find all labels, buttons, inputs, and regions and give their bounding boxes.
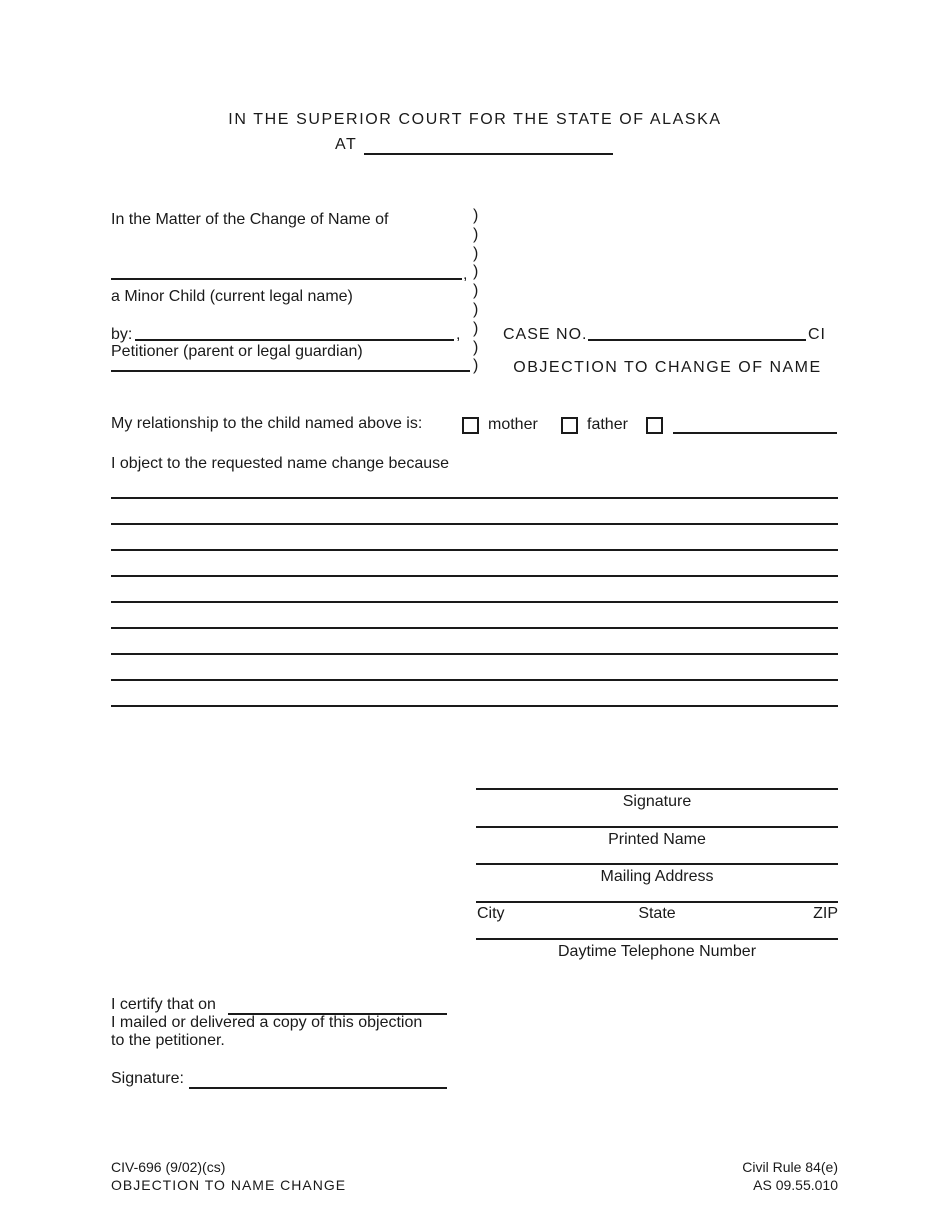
case-no-suffix: CI	[808, 326, 826, 343]
objection-writing-line[interactable]	[111, 497, 838, 499]
paren-glyph: )	[473, 244, 479, 262]
case-no-label: CASE NO.	[503, 326, 588, 343]
other-relationship-field[interactable]	[673, 432, 837, 434]
printed-name-field[interactable]	[476, 826, 838, 828]
footer-rule-reference: Civil Rule 84(e)	[742, 1159, 838, 1175]
footer-form-number: CIV-696 (9/02)(cs)	[111, 1159, 226, 1175]
minor-child-label: a Minor Child (current legal name)	[111, 288, 353, 305]
father-checkbox[interactable]	[561, 417, 578, 434]
phone-label: Daytime Telephone Number	[557, 943, 757, 960]
caption-comma-1: ,	[463, 266, 468, 283]
objection-writing-line[interactable]	[111, 627, 838, 629]
objection-prompt: I object to the requested name change because	[111, 455, 450, 472]
objection-writing-line[interactable]	[111, 601, 838, 603]
objection-writing-line[interactable]	[111, 549, 838, 551]
objection-writing-line[interactable]	[111, 679, 838, 681]
by-label: by:	[111, 326, 133, 343]
zip-label: ZIP	[813, 905, 838, 922]
objection-writing-line[interactable]	[111, 705, 838, 707]
at-label: AT	[335, 136, 358, 153]
phone-field[interactable]	[476, 938, 838, 940]
father-option-label: father	[587, 416, 628, 433]
objection-writing-line[interactable]	[111, 575, 838, 577]
document-title: OBJECTION TO CHANGE OF NAME	[513, 359, 822, 376]
mother-checkbox[interactable]	[462, 417, 479, 434]
paren-glyph: )	[473, 357, 479, 375]
at-location-field[interactable]	[364, 153, 613, 155]
certify-signature-field[interactable]	[189, 1087, 447, 1089]
paren-glyph: )	[473, 319, 479, 337]
state-label: State	[638, 905, 676, 922]
footer-form-title: OBJECTION TO NAME CHANGE	[111, 1177, 347, 1193]
mother-option-label: mother	[488, 416, 538, 433]
footer-statute-reference: AS 09.55.010	[753, 1177, 838, 1193]
city-label: City	[477, 905, 505, 922]
certify-signature-label: Signature:	[111, 1070, 184, 1087]
objection-writing-line[interactable]	[111, 523, 838, 525]
paren-glyph: )	[473, 263, 479, 281]
printed-name-label: Printed Name	[608, 831, 706, 848]
paren-glyph: )	[473, 225, 479, 243]
objection-writing-line[interactable]	[111, 653, 838, 655]
certify-prefix: I certify that on	[111, 996, 216, 1013]
certify-line3: to the petitioner.	[111, 1032, 225, 1049]
city-state-zip-field[interactable]	[476, 901, 838, 903]
mailing-address-field[interactable]	[476, 863, 838, 865]
signature-field[interactable]	[476, 788, 838, 790]
petitioner-label: Petitioner (parent or legal guardian)	[111, 343, 363, 360]
court-title: IN THE SUPERIOR COURT FOR THE STATE OF ALASKA	[228, 111, 722, 128]
child-name-field[interactable]	[111, 278, 462, 280]
mailing-address-label: Mailing Address	[600, 868, 714, 885]
case-number-field[interactable]	[588, 339, 806, 341]
signature-label: Signature	[622, 793, 692, 810]
paren-glyph: )	[473, 282, 479, 300]
other-relationship-checkbox[interactable]	[646, 417, 663, 434]
paren-glyph: )	[473, 338, 479, 356]
caption-matter-line: In the Matter of the Change of Name of	[111, 211, 389, 228]
caption-bottom-line	[111, 370, 470, 372]
relationship-prompt: My relationship to the child named above is:	[111, 415, 423, 432]
petitioner-name-field[interactable]	[135, 339, 454, 341]
caption-comma-2: ,	[456, 326, 461, 343]
paren-glyph: )	[473, 207, 479, 224]
paren-glyph: )	[473, 300, 479, 318]
certify-line2: I mailed or delivered a copy of this objection	[111, 1014, 423, 1031]
caption-divider-parens	[473, 207, 478, 376]
